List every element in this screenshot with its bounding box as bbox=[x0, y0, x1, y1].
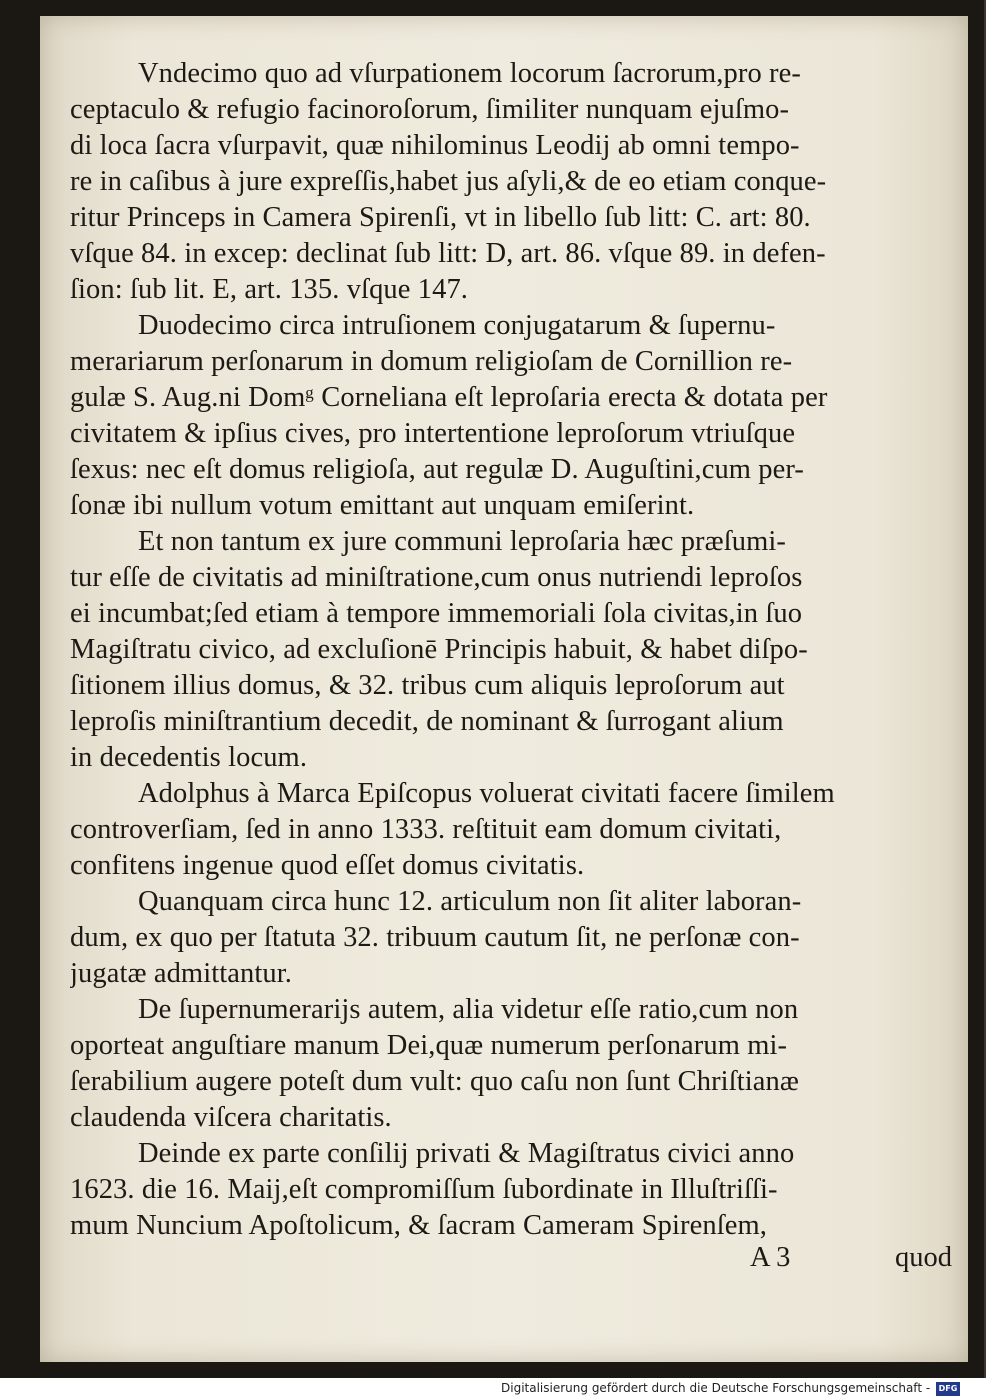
text-line: Duodecimo circa intruſionem conjugatarum & ſupernu- bbox=[138, 310, 776, 341]
text-line: ritur Princeps in Camera Spirenſi, vt in libello ſub litt: C. art: 80. bbox=[70, 202, 811, 233]
text-line: 1623. die 16. Maij,eſt compromiſſum ſubordinate in Illuſtriſſi- bbox=[70, 1174, 778, 1205]
text-line: dum, ex quo per ſtatuta 32. tribuum cautum ſit, ne perſonæ con- bbox=[70, 922, 800, 953]
text-line: oporteat anguſtiare manum Dei,quæ numerum perſonarum mi- bbox=[70, 1030, 788, 1061]
text-line: ſexus: nec eſt domus religioſa, aut regulæ D. Auguſtini,cum per- bbox=[70, 454, 805, 485]
text-line: confitens ingenue quod eſſet domus civitatis. bbox=[70, 850, 585, 881]
dfg-logo: DFG bbox=[936, 1382, 960, 1396]
credit-text: Digitalisierung gefördert durch die Deutsche Forschungsgemeinschaft - bbox=[501, 1381, 931, 1395]
text-line: di loca ſacra vſurpavit, quæ nihilominus Leodij ab omni tempo- bbox=[70, 130, 800, 161]
text-line: jugatæ admittantur. bbox=[70, 958, 292, 989]
book-page bbox=[40, 16, 968, 1362]
text-line: in decedentis locum. bbox=[70, 742, 308, 773]
text-line: Adolphus à Marca Epiſcopus voluerat civitati facere ſimilem bbox=[138, 778, 835, 809]
text-line: Quanquam circa hunc 12. articulum non ſit aliter laboran- bbox=[138, 886, 802, 917]
text-line: Magiſtratu civico, ad excluſionē Principis habuit, & habet diſpo- bbox=[70, 634, 808, 665]
text-line: leproſis miniſtrantium decedit, de nominant & ſurrogant alium bbox=[70, 706, 784, 737]
text-line: ſerabilium augere poteſt dum vult: quo caſu non ſunt Chriſtianæ bbox=[70, 1066, 799, 1097]
text-line: controverſiam, ſed in anno 1333. reſtituit eam domum civitati, bbox=[70, 814, 782, 845]
text-line: re in caſibus à jure expreſſis,habet jus aſyli,& de eo etiam conque- bbox=[70, 166, 827, 197]
page-footer bbox=[70, 1242, 958, 1282]
text-line: ſion: ſub lit. E, art. 135. vſque 147. bbox=[70, 274, 469, 305]
catchword: quod bbox=[895, 1242, 952, 1273]
text-line: De ſupernumerarijs autem, alia videtur eſſe ratio,cum non bbox=[138, 994, 799, 1025]
text-line: ſitionem illius domus, & 32. tribus cum aliquis leproſorum aut bbox=[70, 670, 785, 701]
text-line: tur eſſe de civitatis ad miniſtratione,cum onus nutriendi leproſos bbox=[70, 562, 803, 593]
text-line: Deinde ex parte conſilij privati & Magiſtratus civici anno bbox=[138, 1138, 795, 1169]
text-line: ſonæ ibi nullum votum emittant aut unquam emiſerint. bbox=[70, 490, 695, 521]
text-line: civitatem & ipſius cives, pro intertentione leproſorum vtriuſque bbox=[70, 418, 796, 449]
signature-mark: A 3 bbox=[750, 1242, 791, 1273]
digitization-credit bbox=[501, 1380, 960, 1396]
body-text bbox=[70, 56, 958, 1244]
text-line: ei incumbat;ſed etiam à tempore immemoriali ſola civitas,in ſuo bbox=[70, 598, 803, 629]
text-line: merariarum perſonarum in domum religioſam de Cornillion re- bbox=[70, 346, 793, 377]
text-line: vſque 84. in excep: declinat ſub litt: D, art. 86. vſque 89. in defen- bbox=[70, 238, 826, 269]
text-line: ceptaculo & refugio facinoroſorum, ſimiliter nunquam ejuſmo- bbox=[70, 94, 790, 125]
text-line: gulæ S. Aug.ni Domᵍ Corneliana eſt leproſaria erecta & dotata per bbox=[70, 382, 828, 413]
text-line: Et non tantum ex jure communi leproſaria hæc præſumi- bbox=[138, 526, 786, 557]
text-line: mum Nuncium Apoſtolicum, & ſacram Cameram Spirenſem, bbox=[70, 1210, 767, 1241]
text-line: claudenda viſcera charitatis. bbox=[70, 1102, 392, 1133]
text-line: Vndecimo quo ad vſurpationem locorum ſacrorum,pro re- bbox=[138, 58, 801, 89]
